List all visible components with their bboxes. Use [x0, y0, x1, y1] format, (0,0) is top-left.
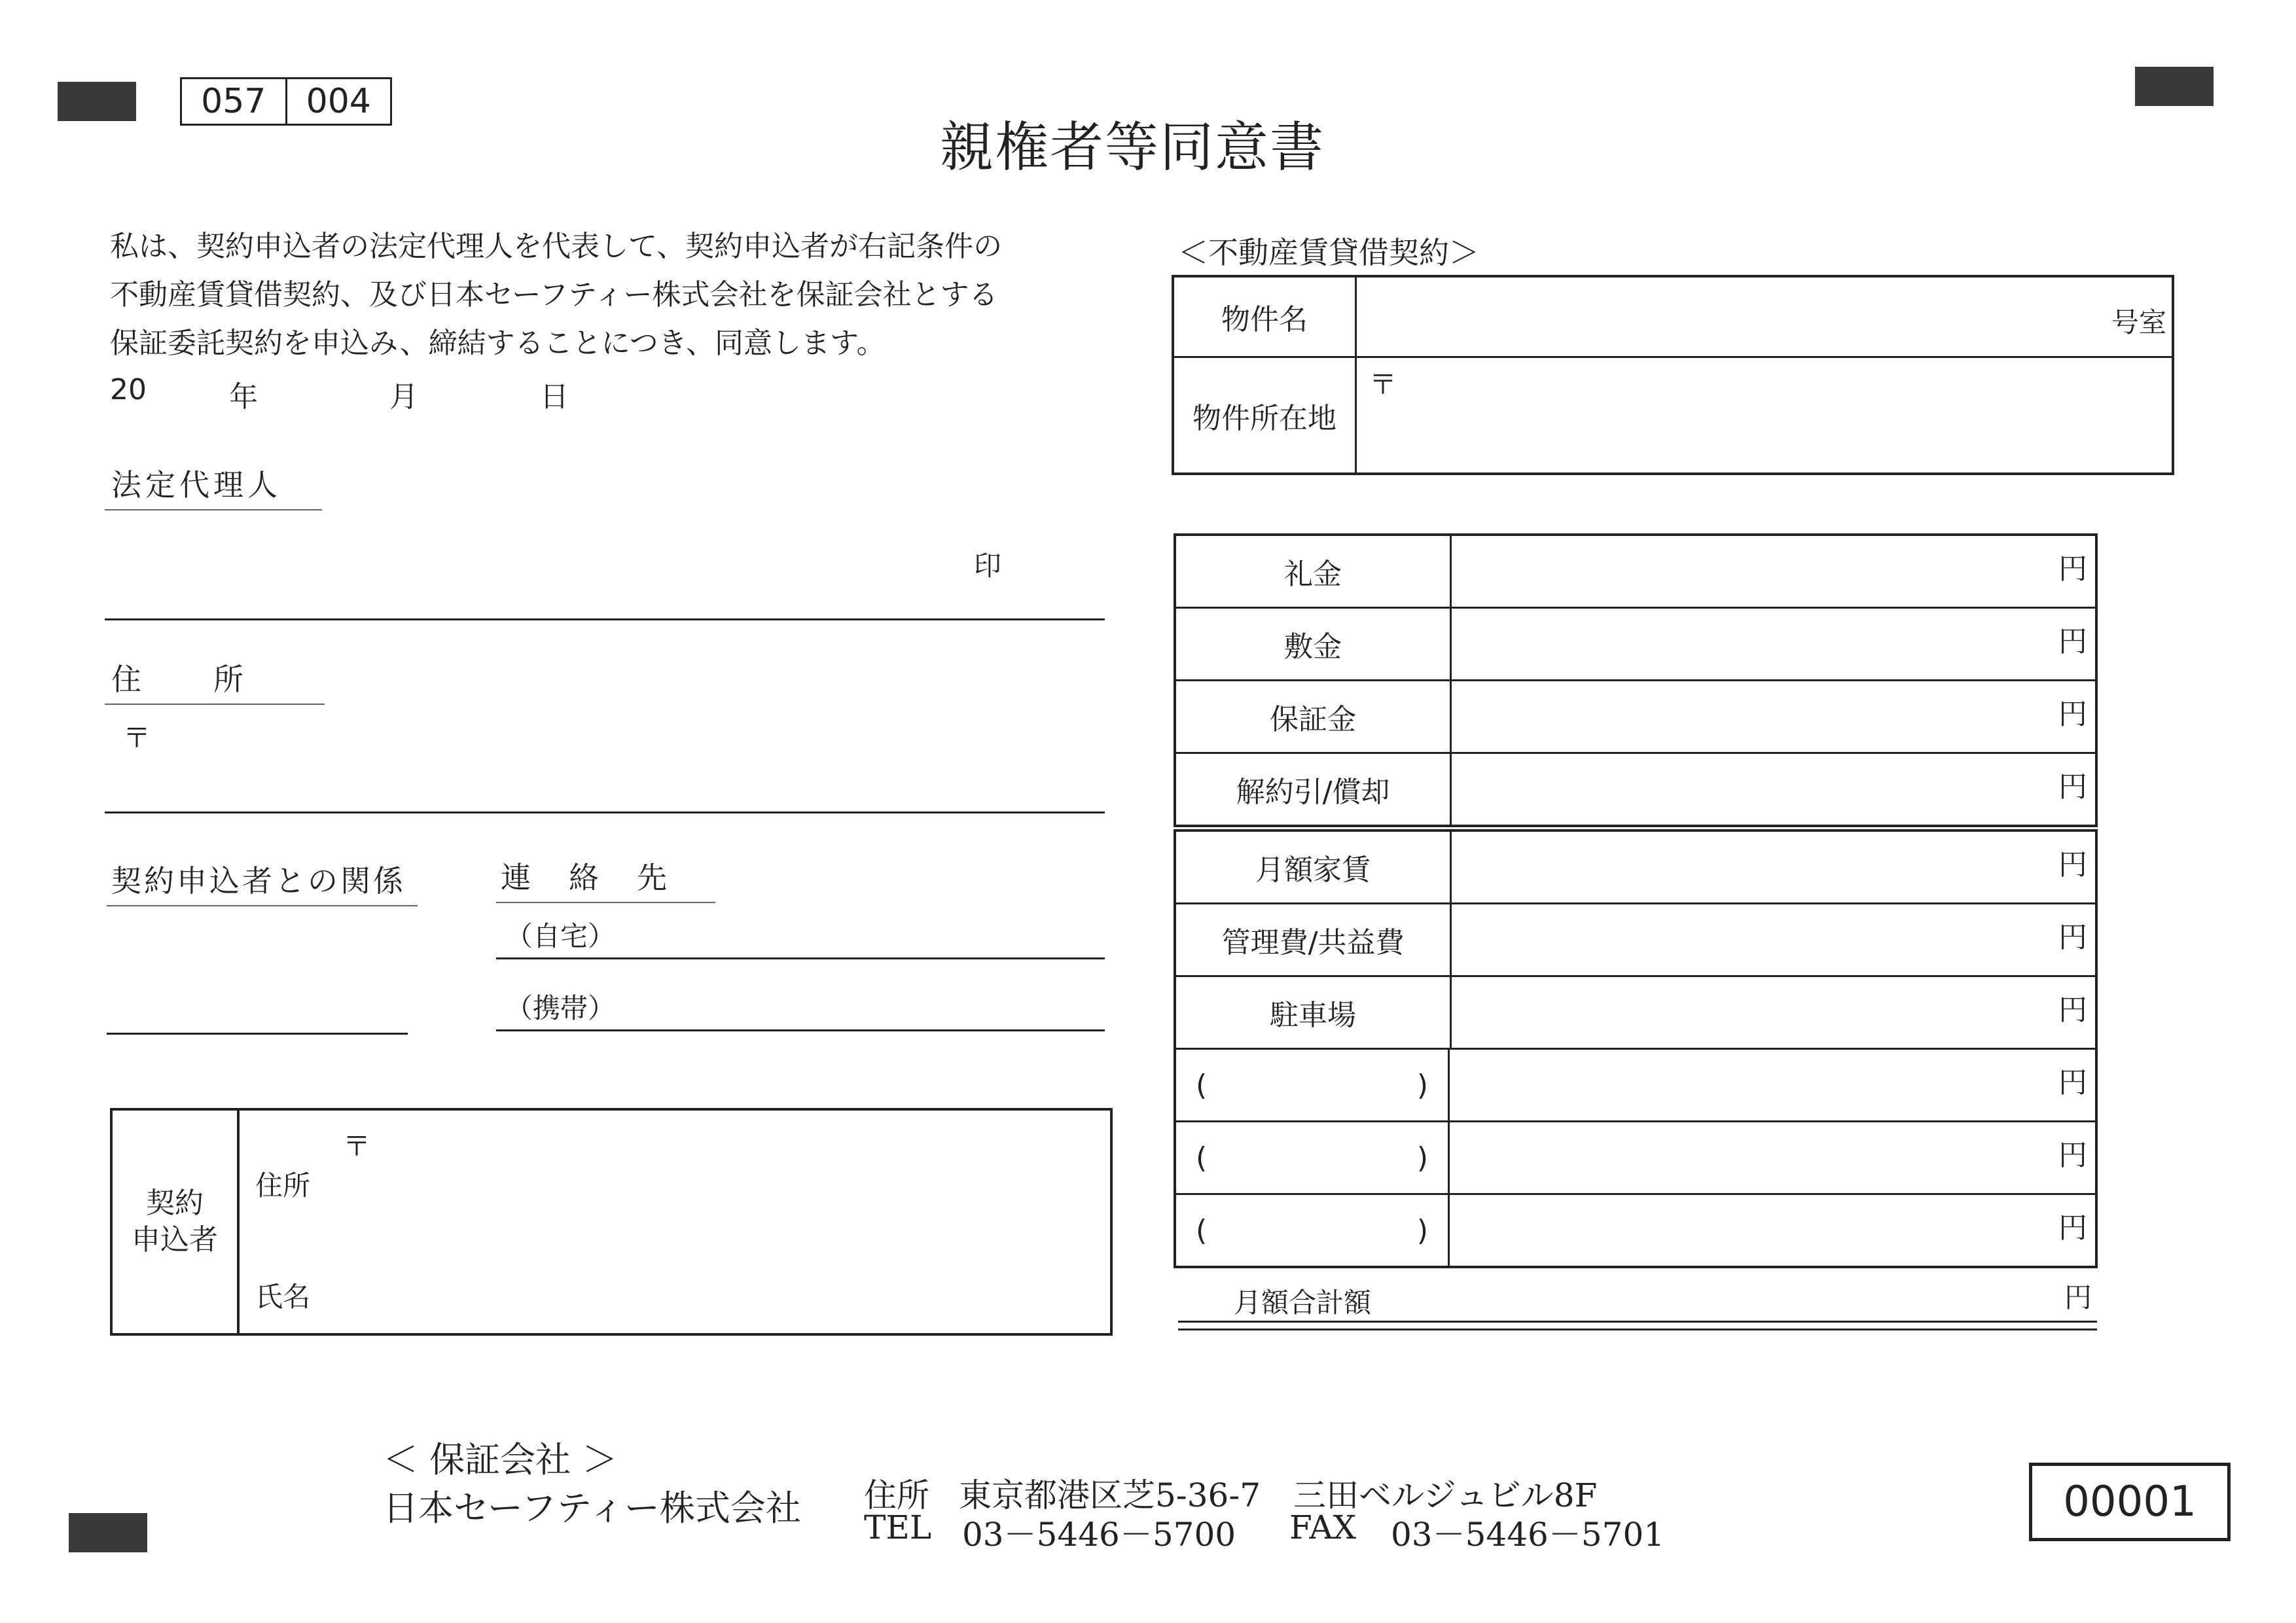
consent-line: 不動産賃貸借契約、及び日本セーフティー株式会社を保証会社とする [110, 278, 998, 312]
yen-unit: 円 [2058, 698, 2087, 731]
yen-unit: 円 [2058, 1211, 2087, 1245]
property-section-title: ＜不動産賃貸借契約＞ [1178, 235, 1479, 270]
guarantor-fax-label: FAX [1289, 1508, 1357, 1546]
relation-line[interactable] [107, 1033, 408, 1035]
contact-home-line[interactable] [496, 957, 1105, 959]
address-label-underline [105, 704, 325, 705]
consent-line: 私は、契約申込者の法定代理人を代表して、契約申込者が右記条件の [110, 230, 1003, 263]
property-name-row[interactable] [1174, 277, 2172, 358]
paren-close: ) [1416, 1213, 1428, 1247]
page-title: 親権者等同意書 [939, 116, 1325, 179]
guarantor-address-label: 住所 [864, 1476, 929, 1514]
fee-row[interactable] [1176, 832, 2095, 904]
guarantor-heading: ＜ 保証会社 ＞ [383, 1439, 618, 1480]
form-code-left: 057 [201, 82, 266, 121]
fee-label: 敷金 [1176, 609, 1452, 679]
fee-row[interactable] [1176, 977, 2095, 1050]
applicant-label-line2: 申込者 [132, 1223, 218, 1257]
yen-unit: 円 [2058, 1066, 2087, 1099]
registration-mark-top-left [58, 82, 136, 121]
custom-fee-label[interactable] [1176, 1050, 1450, 1120]
monthly-total-unit: 円 [2064, 1281, 2092, 1313]
yen-unit: 円 [2058, 625, 2087, 658]
total-double-line-bottom [1178, 1329, 2097, 1330]
initial-fees-table [1174, 533, 2098, 827]
relation-label: 契約申込者との関係 [111, 863, 406, 899]
applicant-label-cell [113, 1111, 240, 1333]
yen-unit: 円 [2058, 921, 2087, 954]
paren-open: ( [1196, 1068, 1208, 1102]
contact-label-underline [496, 902, 715, 903]
consent-paragraph [110, 223, 1131, 368]
date-prefix: 20 [110, 373, 147, 406]
registration-mark-top-right [2135, 67, 2214, 106]
consent-line: 保証委託契約を申込み、締結することにつき、同意します。 [110, 327, 886, 360]
fee-label: 月額家賃 [1176, 832, 1452, 902]
fee-label: 礼金 [1176, 536, 1452, 607]
room-suffix: 号室 [2111, 306, 2166, 338]
applicant-address-label[interactable]: 住所 [255, 1169, 311, 1202]
paren-open: ( [1196, 1213, 1208, 1247]
fee-row-custom[interactable] [1176, 1122, 2095, 1195]
guardian-name-line[interactable] [105, 618, 1105, 620]
applicant-name-label[interactable]: 氏名 [255, 1281, 311, 1313]
paren-close: ) [1416, 1068, 1428, 1102]
contact-mobile-label: （携帯） [505, 992, 616, 1024]
yen-unit: 円 [2058, 848, 2087, 882]
property-location-row[interactable] [1174, 358, 2172, 473]
property-name-label: 物件名 [1174, 277, 1357, 356]
applicant-postal-mark: 〒 [343, 1130, 371, 1162]
yen-unit: 円 [2058, 770, 2087, 804]
date-day-label[interactable]: 日 [540, 380, 569, 414]
contact-mobile-line[interactable] [496, 1029, 1105, 1031]
guardian-label: 法定代理人 [111, 467, 281, 503]
address-label: 住 所 [111, 662, 247, 697]
relation-label-underline [107, 905, 418, 906]
fee-row[interactable] [1176, 754, 2095, 825]
guarantor-address: 東京都港区芝5-36-7 三田ベルジュビル8F [959, 1476, 1598, 1514]
fee-row[interactable] [1176, 904, 2095, 977]
property-table [1172, 275, 2174, 475]
contact-home-label: （自宅） [505, 920, 616, 952]
fee-row[interactable] [1176, 536, 2095, 609]
fee-label: 管理費/共益費 [1176, 904, 1452, 975]
serial-number-box: 00001 [2029, 1463, 2231, 1541]
fee-label: 解約引/償却 [1176, 754, 1452, 825]
fee-row[interactable] [1176, 681, 2095, 754]
custom-fee-label[interactable] [1176, 1122, 1450, 1193]
monthly-total-label: 月額合計額 [1234, 1287, 1372, 1319]
fee-row-custom[interactable] [1176, 1050, 2095, 1122]
fee-row[interactable] [1176, 609, 2095, 681]
fee-label: 駐車場 [1176, 977, 1452, 1048]
form-code-right: 004 [285, 79, 391, 124]
registration-mark-bottom-left [69, 1513, 147, 1552]
guardian-label-underline [105, 509, 322, 510]
property-postal-mark: 〒 [1369, 368, 1397, 401]
form-code-box [180, 77, 392, 126]
guarantor-tel-label: TEL [864, 1508, 932, 1546]
applicant-label-line1: 契約 [146, 1186, 204, 1220]
guarantor-company: 日本セーフティー株式会社 [383, 1488, 801, 1529]
paren-open: ( [1196, 1141, 1208, 1175]
guarantor-tel: 03－5446－5700 [962, 1516, 1236, 1554]
address-line[interactable] [105, 812, 1105, 813]
property-location-label: 物件所在地 [1174, 358, 1357, 473]
address-postal-mark: 〒 [123, 722, 151, 754]
yen-unit: 円 [2058, 552, 2087, 586]
applicant-box [110, 1108, 1113, 1336]
date-month-label[interactable]: 月 [389, 380, 418, 414]
yen-unit: 円 [2058, 993, 2087, 1027]
fee-row-custom[interactable] [1176, 1195, 2095, 1266]
paren-close: ) [1416, 1141, 1428, 1175]
monthly-fees-table [1174, 829, 2098, 1268]
contact-label: 連 絡 先 [501, 860, 671, 895]
guarantor-fax: 03－5446－5701 [1391, 1516, 1665, 1554]
date-year-label[interactable]: 年 [229, 380, 258, 414]
total-double-line-top [1178, 1321, 2097, 1323]
fee-label: 保証金 [1176, 681, 1452, 752]
yen-unit: 円 [2058, 1139, 2087, 1172]
custom-fee-label[interactable] [1176, 1195, 1450, 1266]
seal-mark: 印 [974, 550, 1002, 582]
